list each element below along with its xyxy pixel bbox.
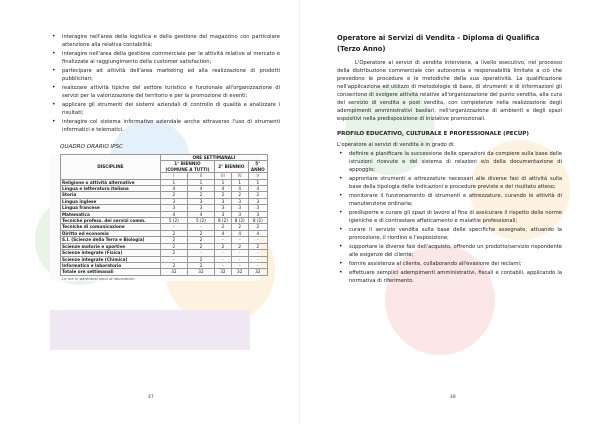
hours-cell: 5 (2) [187, 218, 214, 224]
hours-cell: 32 [231, 269, 248, 275]
year-label: III [215, 173, 232, 179]
hours-cell: - [215, 256, 232, 262]
hours-cell: 1 [215, 179, 232, 185]
hours-cell: - [187, 250, 214, 256]
table-title: QUADRO ORARIO IPSC [60, 144, 124, 150]
discipline-name: Diritto ed economia [61, 230, 161, 236]
hours-cell: 3 [231, 205, 248, 211]
list-item: • interagire col sistema informativo aziendale anche attraverso l'uso di strumenti informatici e telematici. [52, 118, 280, 133]
schedule-table-body [61, 179, 268, 275]
hours-cell: 3 [160, 205, 187, 211]
discipline-name: Matematica [61, 211, 161, 217]
hours-cell: 8 (2) [215, 218, 232, 224]
hours-cell: - [215, 262, 232, 268]
column-header-discipline: DISCIPLINE [61, 155, 161, 180]
hours-cell: 2 [231, 192, 248, 198]
discipline-name: Lingua inglese [61, 198, 161, 204]
hours-cell: 3 [215, 211, 232, 217]
hours-cell: - [231, 237, 248, 243]
list-item: • monitorare il funzionamento di strumenti e attrezzature, curando le attività di manutenzione ordinaria; [339, 192, 562, 207]
hours-cell: 4 [248, 186, 267, 192]
right-page [300, 0, 600, 424]
discipline-name: Lingua francese [61, 205, 161, 211]
hours-cell: - [215, 250, 232, 256]
hours-cell: - [215, 237, 232, 243]
hours-cell: 1 [248, 179, 267, 185]
hours-cell: 32 [187, 269, 214, 275]
hours-cell: - [231, 256, 248, 262]
discipline-name: Tecniche di comunicazione [61, 224, 161, 230]
hours-cell: 2 [160, 230, 187, 236]
bullet-icon: • [339, 175, 343, 182]
schedule-table [60, 154, 268, 276]
bullet-icon: • [339, 209, 343, 216]
hours-cell: 4 [231, 186, 248, 192]
discipline-name: Scienze integrate (Chimica) [61, 256, 161, 262]
bullet-icon: • [52, 67, 56, 74]
hours-cell: 32 [160, 269, 187, 275]
hours-cell: 4 [160, 186, 187, 192]
hours-cell: 2 [160, 262, 187, 268]
hours-cell: 2 [187, 262, 214, 268]
bullet-icon: • [52, 101, 56, 108]
hours-cell: 2 [187, 256, 214, 262]
hours-cell: - [231, 250, 248, 256]
hours-cell: 3 [231, 211, 248, 217]
bullet-icon: • [339, 260, 343, 267]
list-item: • definire e pianificare la successione delle operazioni da compiere sulla base delle istruzioni ricevute e del sistema di relazioni e/o della documentazione di appoggio; [339, 150, 562, 173]
hours-cell: 2 [187, 192, 214, 198]
bullet-icon: • [339, 243, 343, 250]
hours-cell: 2 [160, 243, 187, 249]
hours-cell: 2 [160, 250, 187, 256]
discipline-name: Storia [61, 192, 161, 198]
bullet-icon: • [339, 150, 343, 157]
hours-cell: 2 [248, 243, 267, 249]
hours-cell: 2 [215, 192, 232, 198]
intro-paragraph: L'Operatore ai servizi di vendita interviene, a livello esecutivo, nel processo della distribuzione commerciale con autonomia e responsabilità limitate a ciò che prevedono le procedure e le metodiche della sua operatività. La qualificazione nell'applicazione ed utilizzo di metodologie di base, di strumenti e di informazioni gli consentono di svolgere attività relative all'organizzazione del punto vendita, alla cura del servizio di vendita e post vendita, con competenze nella realizzazione degli adempimenti amministrativi basilari, nell'organizzazione di ambienti e degli spazi espositivi nella predisposizione di iniziative promozionali. [337, 60, 562, 122]
year-label: IV [231, 173, 248, 179]
hours-cell: - [248, 250, 267, 256]
section-title: Operatore ai Servizi di Vendita - Diploma di Qualifica [337, 34, 540, 42]
hours-cell: 1 [187, 179, 214, 185]
list-item: • partecipare ad attività dell'area marketing ed alla realizzazione di prodotti pubblicitari; [52, 67, 280, 82]
hours-cell: - [231, 262, 248, 268]
list-item: • realizzare attività tipiche del settore turistico e funzionale all'organizzazione di servizi per la valorizzazione del territorio e per la promozione di eventi; [52, 84, 280, 99]
page-number: 48 [450, 395, 456, 400]
hours-cell: 4 [187, 186, 214, 192]
hours-cell: 32 [215, 269, 232, 275]
hours-cell: 1 [231, 179, 248, 185]
discipline-name: Scienze motorie e sportive [61, 243, 161, 249]
list-item: • approntare strumenti e attrezzature necessari alle diverse fasi di attività sulla base della tipologia delle indicazioni e procedure previste e del risultato atteso; [339, 175, 562, 190]
list-item: • effettuare semplici adempimenti amministrativi, fiscali e contabili, applicando la normativa di riferimento. [339, 269, 562, 284]
hours-cell: 4 [215, 186, 232, 192]
right-content [337, 33, 562, 286]
list-item: • applicare gli strumenti dei sistemi aziendali di controllo di qualità e analizzare i risultati; [52, 101, 280, 116]
discipline-name: S.I. (Scienze della Terra e Biologia) [61, 237, 161, 243]
table-row [61, 269, 268, 275]
schedule-table-wrapper [50, 154, 265, 281]
bullet-icon: • [339, 192, 343, 199]
discipline-name: Informatica e laboratorio [61, 262, 161, 268]
hours-cell: 2 [160, 192, 187, 198]
bullet-icon: • [52, 33, 56, 40]
hours-cell: 2 [187, 230, 214, 236]
left-content [50, 33, 280, 281]
hours-cell: 2 [160, 237, 187, 243]
hours-cell: 2 [215, 224, 232, 230]
list-item: • interagire nell'area della gestione commerciale per le attività relative al mercato e finalizzate al raggiungimento della customer satisfaction; [52, 50, 280, 65]
table-note: Le ore in parentesi sono di laboratorio [62, 275, 135, 281]
hours-cell: 3 [160, 198, 187, 204]
hours-cell: - [248, 256, 267, 262]
hours-cell: - [160, 256, 187, 262]
page-number: 47 [148, 395, 154, 400]
bullet-icon: • [52, 84, 56, 91]
column-header-year5: 5° ANNO [248, 161, 267, 173]
discipline-name: Totale ore settimanali [61, 269, 161, 275]
bullet-icon: • [339, 226, 343, 233]
discipline-name: Lingua e letteratura italiana [61, 186, 161, 192]
hours-cell: 1 [160, 179, 187, 185]
hours-cell: 4 [248, 230, 267, 236]
hours-cell: 8 (2) [248, 218, 267, 224]
year-label: V [248, 173, 267, 179]
hours-cell: 4 [160, 211, 187, 217]
hours-cell: 3 [215, 205, 232, 211]
bullet-icon: • [52, 50, 56, 57]
profile-list [337, 150, 562, 285]
discipline-name: Scienze integrate (Fisica) [61, 250, 161, 256]
hours-cell: 2 [215, 243, 232, 249]
hours-cell: 3 [248, 211, 267, 217]
hours-cell: 2 [231, 224, 248, 230]
column-header-biennio1: 1° BIENNIO (COMUNE A TUTTI) [160, 161, 214, 173]
list-item: • interagire nell'area della logistica e della gestione del magazzino con particolare attenzione alla relativa contabilità; [52, 33, 280, 48]
year-label: II [187, 173, 214, 179]
column-header-hours: ORE SETTIMANALI [160, 155, 267, 161]
hours-cell: 8 (2) [231, 218, 248, 224]
bullet-icon: • [52, 118, 56, 125]
hours-cell: 2 [248, 192, 267, 198]
hours-cell: 4 [231, 230, 248, 236]
hours-cell: 32 [248, 269, 267, 275]
bullet-icon: • [339, 269, 343, 276]
hours-cell: - [187, 224, 214, 230]
hours-cell: 3 [248, 198, 267, 204]
profile-heading: PROFILO EDUCATIVO, CULTURALE E PROFESSIONALE (PECUP) [337, 131, 529, 137]
list-item: • predisporre e curare gli spazi di lavoro al fine di assicurare il rispetto delle norme igieniche e di contrastare affaticamento e malattie professionali; [339, 209, 562, 224]
hours-cell: - [248, 237, 267, 243]
hours-cell: 3 [187, 205, 214, 211]
hours-cell: - [160, 224, 187, 230]
hours-cell: - [248, 262, 267, 268]
hours-cell: 2 [187, 243, 214, 249]
hours-cell: 4 [187, 211, 214, 217]
competence-list [50, 33, 280, 134]
hours-cell: 5 (2) [160, 218, 187, 224]
section-subtitle: (Terzo Anno) [337, 45, 386, 53]
hours-cell: 3 [215, 198, 232, 204]
hours-cell: 3 [231, 198, 248, 204]
list-item: • supportare le diverse fasi dell'acquisto, offrendo un prodotto/servizio rispondente alle esigenze del cliente; [339, 243, 562, 258]
list-item: • curare il servizio vendita sulla base delle specifiche assegnate, attuando la promozione, il riordino e l'esposizione; [339, 226, 562, 241]
hours-cell: 2 [231, 243, 248, 249]
discipline-name: Religione o attività alternative [61, 179, 161, 185]
hours-cell: 2 [187, 237, 214, 243]
discipline-name: Tecniche profess. dei servizi comm. [61, 218, 161, 224]
hours-cell: 3 [248, 205, 267, 211]
list-item: • fornire assistenza al cliente, collaborando all'evasione dei reclami; [339, 260, 522, 267]
hours-cell: 4 [215, 230, 232, 236]
hours-cell: 3 [187, 198, 214, 204]
profile-intro: L'operatore ai servizi di vendita è in grado di: [337, 142, 455, 148]
year-label: I [160, 173, 187, 179]
column-header-biennio2: 2° BIENNIO [215, 161, 249, 173]
hours-cell: 2 [248, 224, 267, 230]
